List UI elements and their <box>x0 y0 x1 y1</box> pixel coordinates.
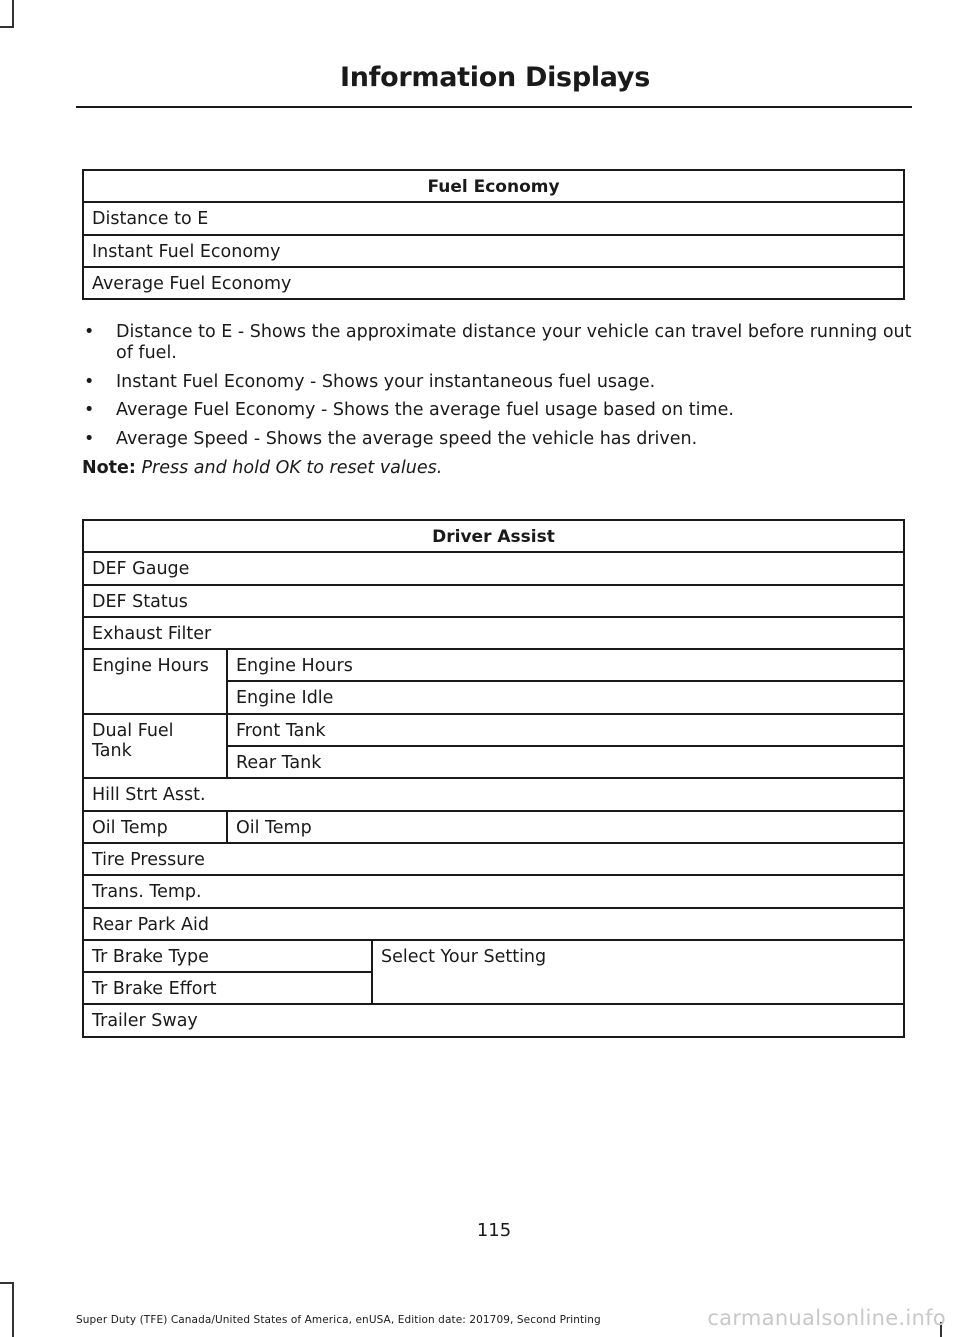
table-row: Average Fuel Economy <box>83 267 904 299</box>
table-cell: Rear Tank <box>227 746 904 778</box>
crop-mark-top-left-h <box>0 26 14 28</box>
list-item: • Instant Fuel Economy - Shows your instantaneous fuel usage. <box>84 371 656 392</box>
table-row: Tire Pressure <box>83 843 904 875</box>
note <box>82 458 442 478</box>
table-row-header: Tr Brake Effort <box>83 972 372 1004</box>
watermark: carmanualsonline.info <box>707 1306 946 1330</box>
table-row: Trailer Sway <box>83 1004 904 1036</box>
page-number: 115 <box>476 1220 512 1241</box>
bullet-icon: • <box>84 371 95 392</box>
table-cell: Select Your Setting <box>372 940 904 1005</box>
table-row: Trans. Temp. <box>83 875 904 907</box>
table-row: Exhaust Filter <box>83 617 904 649</box>
table-row-header: Oil Temp <box>83 811 227 843</box>
list-item: • Average Fuel Economy - Shows the average fuel usage based on time. <box>84 400 734 420</box>
table-row-header: Dual Fuel Tank <box>83 714 227 779</box>
header-divider <box>76 106 912 108</box>
table-cell: Engine Hours <box>227 649 904 681</box>
description-list <box>82 322 912 457</box>
note-label: Note: <box>82 458 136 478</box>
table-row: DEF Gauge <box>83 552 904 584</box>
fuel-economy-title: Fuel Economy <box>83 170 904 202</box>
bullet-icon: • <box>84 322 95 342</box>
bullet-icon: • <box>84 428 95 449</box>
table-row: Hill Strt Asst. <box>83 778 904 810</box>
table-row-header: Engine Hours <box>83 649 227 714</box>
fuel-economy-table <box>82 169 905 300</box>
list-item: • Average Speed - Shows the average speed the vehicle has driven. <box>84 428 698 449</box>
table-row: Rear Park Aid <box>83 908 904 940</box>
crop-mark-bottom-left-v <box>12 1282 14 1337</box>
note-text: Press and hold OK to reset values. <box>141 458 443 478</box>
table-row: Distance to E <box>83 202 904 234</box>
table-cell: Engine Idle <box>227 681 904 713</box>
table-row: Instant Fuel Economy <box>83 235 904 267</box>
driver-assist-title: Driver Assist <box>83 520 904 552</box>
crop-mark-bottom-left-h <box>0 1282 14 1284</box>
page-title: Information Displays <box>340 62 650 93</box>
crop-mark-top-left-v <box>12 0 14 28</box>
table-row-header: Tr Brake Type <box>83 940 372 972</box>
footer-edition-info: Super Duty (TFE) Canada/United States of America, enUSA, Edition date: 201709, Second Printing <box>76 1314 601 1326</box>
driver-assist-table <box>82 519 905 1038</box>
table-cell: Front Tank <box>227 714 904 746</box>
list-item: • Distance to E - Shows the approximate distance your vehicle can travel before running out of fuel. <box>84 322 912 363</box>
table-row: DEF Status <box>83 585 904 617</box>
bullet-icon: • <box>84 400 95 420</box>
table-cell: Oil Temp <box>227 811 904 843</box>
